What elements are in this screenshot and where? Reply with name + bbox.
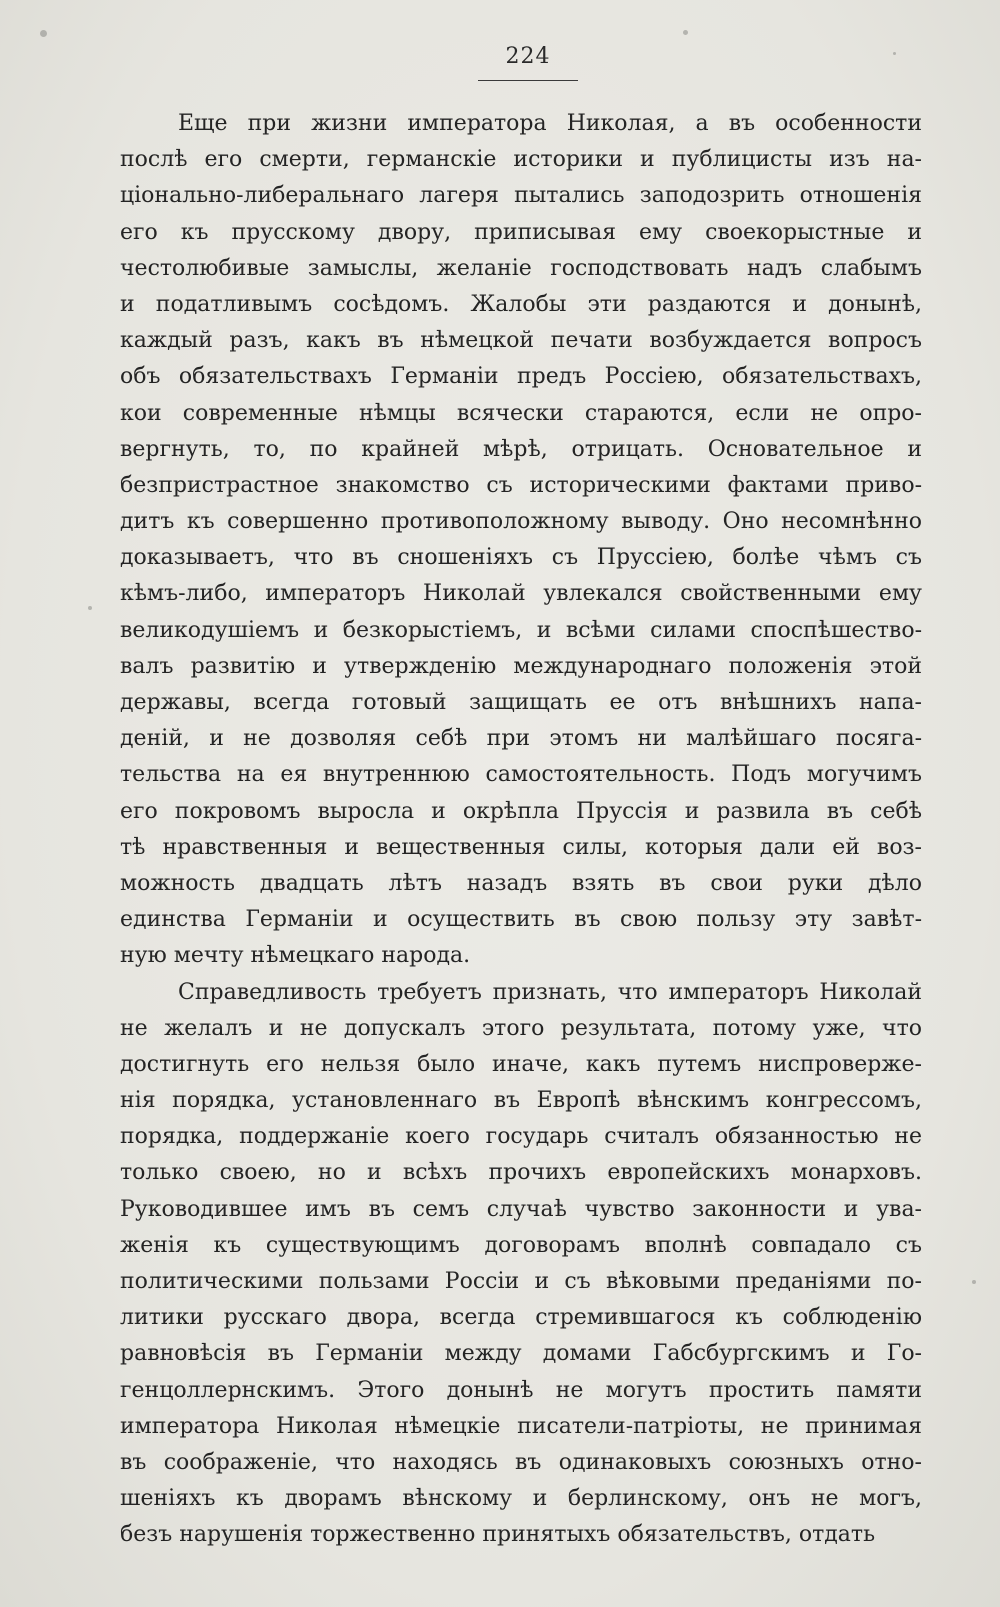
text-line: державы, всегда готовый защищать ее отъ внѣшнихъ напа- bbox=[120, 690, 922, 715]
text-line: его къ прусскому двору, приписывая ему своекорыстные и bbox=[120, 219, 922, 245]
text-line: каждый разъ, какъ въ нѣмецкой печати возбуждается вопросъ bbox=[120, 328, 922, 354]
text-line: ціонально-либеральнаго лагеря пытались заподозрить отношенія bbox=[120, 183, 922, 209]
text-line: кѣмъ-либо, императоръ Николай увлекался свойственными ему bbox=[120, 581, 922, 607]
page-number: 224 bbox=[505, 44, 551, 69]
text-line: Справедливость требуетъ признать, что императоръ Николай bbox=[178, 979, 922, 1005]
text-line: Еще при жизни императора Николая, а въ особенности bbox=[178, 111, 922, 136]
text-line: шеніяхъ къ дворамъ вѣнскому и берлинскому, онъ не могъ, bbox=[120, 1486, 922, 1512]
text-line: единства Германіи и осуществить въ свою пользу эту завѣт- bbox=[120, 907, 922, 933]
text-line: въ соображеніе, что находясь въ одинаковыхъ союзныхъ отно- bbox=[120, 1449, 922, 1475]
text-line: ную мечту нѣмецкаго народа. bbox=[120, 943, 471, 969]
paper-speck bbox=[893, 52, 896, 55]
text-line: императора Николая нѣмецкіе писатели-патріоты, не принимая bbox=[120, 1413, 922, 1439]
text-line: женія къ существующимъ договорамъ вполнѣ совпадало съ bbox=[120, 1232, 922, 1258]
text-line: объ обязательствахъ Германіи предъ Россіею, обязательствахъ, bbox=[120, 364, 922, 390]
text-line: не желалъ и не допускалъ этого результата, потому уже, что bbox=[120, 1015, 922, 1041]
text-line: можность двадцать лѣтъ назадъ взять въ свои руки дѣло bbox=[120, 870, 922, 896]
paper-speck bbox=[683, 30, 688, 35]
paper-speck bbox=[972, 1280, 976, 1284]
paper-speck bbox=[88, 606, 92, 610]
text-line: его покровомъ выросла и окрѣпла Пруссія и развила въ себѣ bbox=[120, 798, 922, 824]
text-line: Руководившее имъ въ семъ случаѣ чувство законности и ува- bbox=[120, 1196, 922, 1222]
text-line: послѣ его смерти, германскіе историки и публицисты изъ на- bbox=[120, 147, 922, 173]
text-line: нія порядка, установленнаго въ Европѣ вѣнскимъ конгрессомъ, bbox=[120, 1088, 922, 1114]
paragraph bbox=[120, 106, 922, 975]
text-line: вергнуть, то, по крайней мѣрѣ, отрицать. Основательное и bbox=[120, 436, 922, 462]
paragraph bbox=[120, 975, 922, 1554]
text-line: кои современные нѣмцы всячески стараются, если не опро- bbox=[120, 400, 922, 426]
text-line: безпристрастное знакомство съ историческими фактами приво- bbox=[120, 472, 922, 498]
text-line: достигнуть его нельзя было иначе, какъ путемъ ниспроверже- bbox=[120, 1051, 922, 1077]
text-line: генцоллернскимъ. Этого донынѣ не могутъ простить памяти bbox=[120, 1377, 922, 1403]
text-line: политическими пользами Россіи и съ вѣковыми преданіями по- bbox=[120, 1269, 922, 1294]
text-line: тельства на ея внутреннюю самостоятельность. Подъ могучимъ bbox=[120, 762, 922, 788]
text-line: великодушіемъ и безкорыстіемъ, и всѣми силами споспѣшество- bbox=[120, 617, 922, 643]
text-line: дитъ къ совершенно противоположному выводу. Оно несомнѣнно bbox=[120, 509, 922, 535]
text-line: и податливымъ сосѣдомъ. Жалобы эти раздаются и донынѣ, bbox=[120, 291, 922, 317]
text-line: только своею, но и всѣхъ прочихъ европейскихъ монарховъ. bbox=[120, 1160, 922, 1186]
text-line: доказываетъ, что въ сношеніяхъ съ Пруссіею, болѣе чѣмъ съ bbox=[120, 545, 922, 571]
page-number-rule bbox=[478, 80, 578, 81]
text-line: честолюбивые замыслы, желаніе господствовать надъ слабымъ bbox=[120, 255, 922, 281]
body-text bbox=[120, 106, 922, 1554]
text-line: деній, и не дозволяя себѣ при этомъ ни малѣйшаго посяга- bbox=[120, 726, 922, 752]
paper-speck bbox=[40, 30, 47, 37]
text-line: литики русскаго двора, всегда стремившагося къ соблюденію bbox=[120, 1305, 922, 1331]
text-line: тѣ нравственныя и вещественныя силы, которыя дали ей воз- bbox=[120, 834, 922, 860]
text-line: порядка, поддержаніе коего государь считалъ обязанностью не bbox=[120, 1124, 922, 1150]
text-line: валъ развитію и утвержденію международнаго положенія этой bbox=[120, 653, 922, 679]
text-line: равновѣсія въ Германіи между домами Габсбургскимъ и Го- bbox=[120, 1341, 922, 1367]
text-line: безъ нарушенія торжественно принятыхъ обязательствъ, отдать bbox=[120, 1522, 876, 1548]
